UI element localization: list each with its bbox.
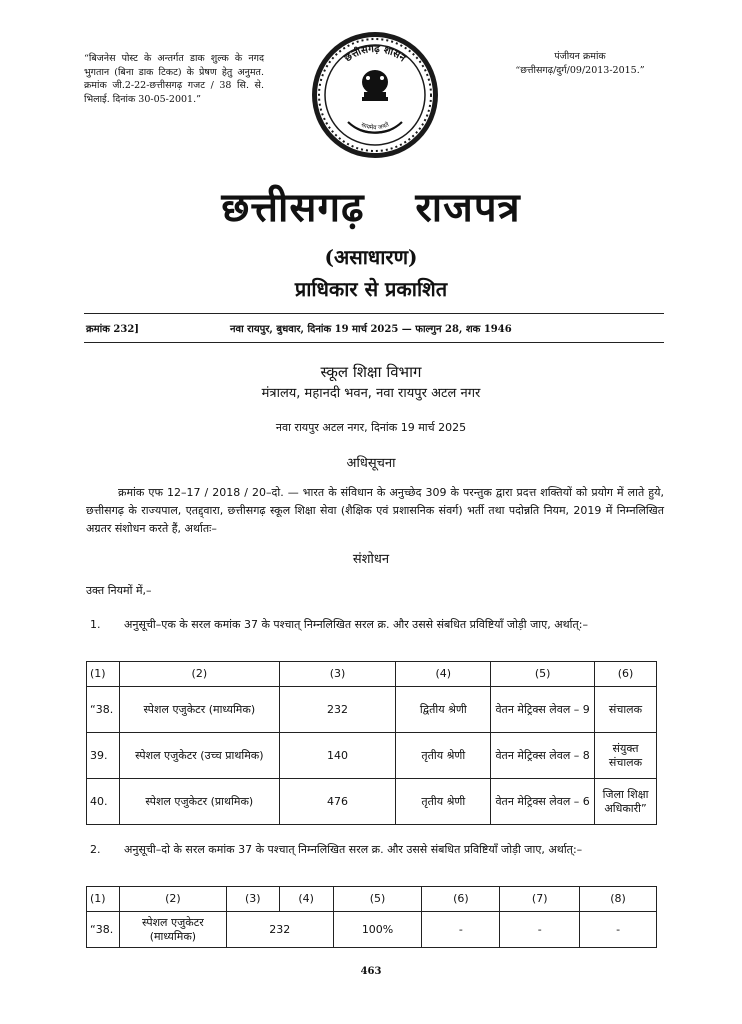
table-header-cell: (7) xyxy=(500,887,580,912)
table-header-cell: (5) xyxy=(491,662,595,687)
item-2-number: 2. xyxy=(90,843,101,856)
department-name: स्कूल शिक्षा विभाग xyxy=(320,363,422,381)
table-row xyxy=(87,779,657,825)
table-header-cell: (2) xyxy=(119,662,279,687)
extraordinary-label: (असाधारण) xyxy=(324,245,418,269)
table-cell: जिला शिक्षा अधिकारी” xyxy=(595,779,657,825)
table-header-cell: (6) xyxy=(595,662,657,687)
published-by-authority: प्राधिकार से प्रकाशित xyxy=(294,277,448,301)
gazette-title: छत्तीसगढ़ राजपत्र xyxy=(221,184,521,231)
table-header-cell: (4) xyxy=(279,887,333,912)
table-cell: 140 xyxy=(279,733,396,779)
notification-paragraph: क्रमांक एफ 12–17 / 2018 / 20–दो. — भारत के संविधान के अनुच्छेद 309 के परन्तुक द्वारा प्रदत्त शक्तियों को प्रयोग में लाते हुये, छत्तीसगढ़ के राज्यपाल, एतद्द्वारा, छत्तीसगढ़ स्कूल शिक्षा सेवा (शैक्षिक एवं प्रशासनिक संवर्ग) भर्ती तथा पदोन्नति नियम, 2019 में निम्नलिखित अग्रतर संशोधन करते हैं, अर्थातः– xyxy=(86,486,664,535)
table-cell: - xyxy=(422,912,500,948)
table-header-cell: (3) xyxy=(226,887,279,912)
notification-heading: अधिसूचना xyxy=(346,456,396,471)
page-number: 463 xyxy=(360,966,382,977)
table-cell: संयुक्त संचालक xyxy=(595,733,657,779)
table-row xyxy=(87,733,657,779)
issue-number: क्रमांक 232] xyxy=(86,324,140,335)
table-cell: तृतीय श्रेणी xyxy=(396,779,491,825)
item-1-text: अनुसूची–एक के सरल कमांक 37 के पश्चात् निम्नलिखित सरल क्र. और उससे संबधित प्रविष्टियाँ जोड़ी जाए, अर्थात्:– xyxy=(124,618,588,631)
table-cell: संचालक xyxy=(595,687,657,733)
rules-intro: उक्त नियमों में,– xyxy=(86,584,152,597)
header-rule-top xyxy=(84,313,664,314)
department-address: मंत्रालय, महानदी भवन, नवा रायपुर अटल नगर xyxy=(261,386,481,401)
table-header-cell: (1) xyxy=(87,887,120,912)
table-cell: वेतन मेट्रिक्स लेवल – 9 xyxy=(491,687,595,733)
registration-block xyxy=(480,50,680,78)
table-cell: “38. xyxy=(87,687,120,733)
table-cell: 232 xyxy=(279,687,396,733)
table-header-cell: (4) xyxy=(396,662,491,687)
table-cell: “38. xyxy=(87,912,120,948)
table-cell: वेतन मेट्रिक्स लेवल – 8 xyxy=(491,733,595,779)
table-header-cell: (3) xyxy=(279,662,396,687)
table-cell: स्पेशल एजुकेटर (माध्यमिक) xyxy=(119,912,226,948)
table-cell: स्पेशल एजुकेटर (प्राथमिक) xyxy=(119,779,279,825)
item-2-text: अनुसूची–दो के सरल कमांक 37 के पश्चात् निम्नलिखित सरल क्र. और उससे संबधित प्रविष्टियाँ जोड़ी जाए, अर्थात्:– xyxy=(124,843,583,856)
schedule-one-table xyxy=(86,661,657,825)
registration-number: “छत्तीसगढ़/दुर्ग/09/2013-2015.” xyxy=(515,65,645,76)
issue-date: नवा रायपुर, बुधवार, दिनांक 19 मार्च 2025 — फाल्गुन 28, शक 1946 xyxy=(230,324,512,335)
table-header-row xyxy=(87,662,657,687)
seal-top-text: छत्तीसगढ़ शासन xyxy=(342,43,408,65)
table-row xyxy=(87,912,657,948)
item-1-number: 1. xyxy=(90,618,101,631)
table-cell: स्पेशल एजुकेटर (माध्यमिक) xyxy=(119,687,279,733)
table-header-row xyxy=(87,887,657,912)
state-emblem-seal xyxy=(310,30,440,160)
table-cell: द्वितीय श्रेणी xyxy=(396,687,491,733)
schedule-two-table xyxy=(86,886,657,948)
table-header-cell: (6) xyxy=(422,887,500,912)
table-header-cell: (8) xyxy=(580,887,657,912)
amendment-heading: संशोधन xyxy=(352,552,390,567)
table-cell: 232 xyxy=(226,912,333,948)
table-cell: - xyxy=(500,912,580,948)
table-cell: वेतन मेट्रिक्स लेवल – 6 xyxy=(491,779,595,825)
table-cell: - xyxy=(580,912,657,948)
lion-capital-icon xyxy=(362,70,388,101)
table-header-cell: (1) xyxy=(87,662,120,687)
notice-dateline: नवा रायपुर अटल नगर, दिनांक 19 मार्च 2025 xyxy=(275,421,467,434)
header-rule-bottom xyxy=(84,342,664,343)
table-cell: 40. xyxy=(87,779,120,825)
registration-label: पंजीयन क्रमांक xyxy=(554,51,606,62)
table-cell: तृतीय श्रेणी xyxy=(396,733,491,779)
table-cell: 100% xyxy=(333,912,422,948)
postal-note: “बिजनेस पोस्ट के अन्तर्गत डाक शुल्क के नगद भुगतान (बिना डाक टिकट) के प्रेषण हेतु अनुमत. क्रमांक जी.2-22-छत्तीसगढ़ गजट / 38 सि. से. भिलाई. दिनांक 30-05-2001.” xyxy=(84,53,264,105)
seal-motto: सत्यमेव जयते xyxy=(359,121,391,132)
table-cell: 39. xyxy=(87,733,120,779)
table-cell: 476 xyxy=(279,779,396,825)
table-header-cell: (2) xyxy=(119,887,226,912)
table-cell: स्पेशल एजुकेटर (उच्च प्राथमिक) xyxy=(119,733,279,779)
table-row xyxy=(87,687,657,733)
table-header-cell: (5) xyxy=(333,887,422,912)
